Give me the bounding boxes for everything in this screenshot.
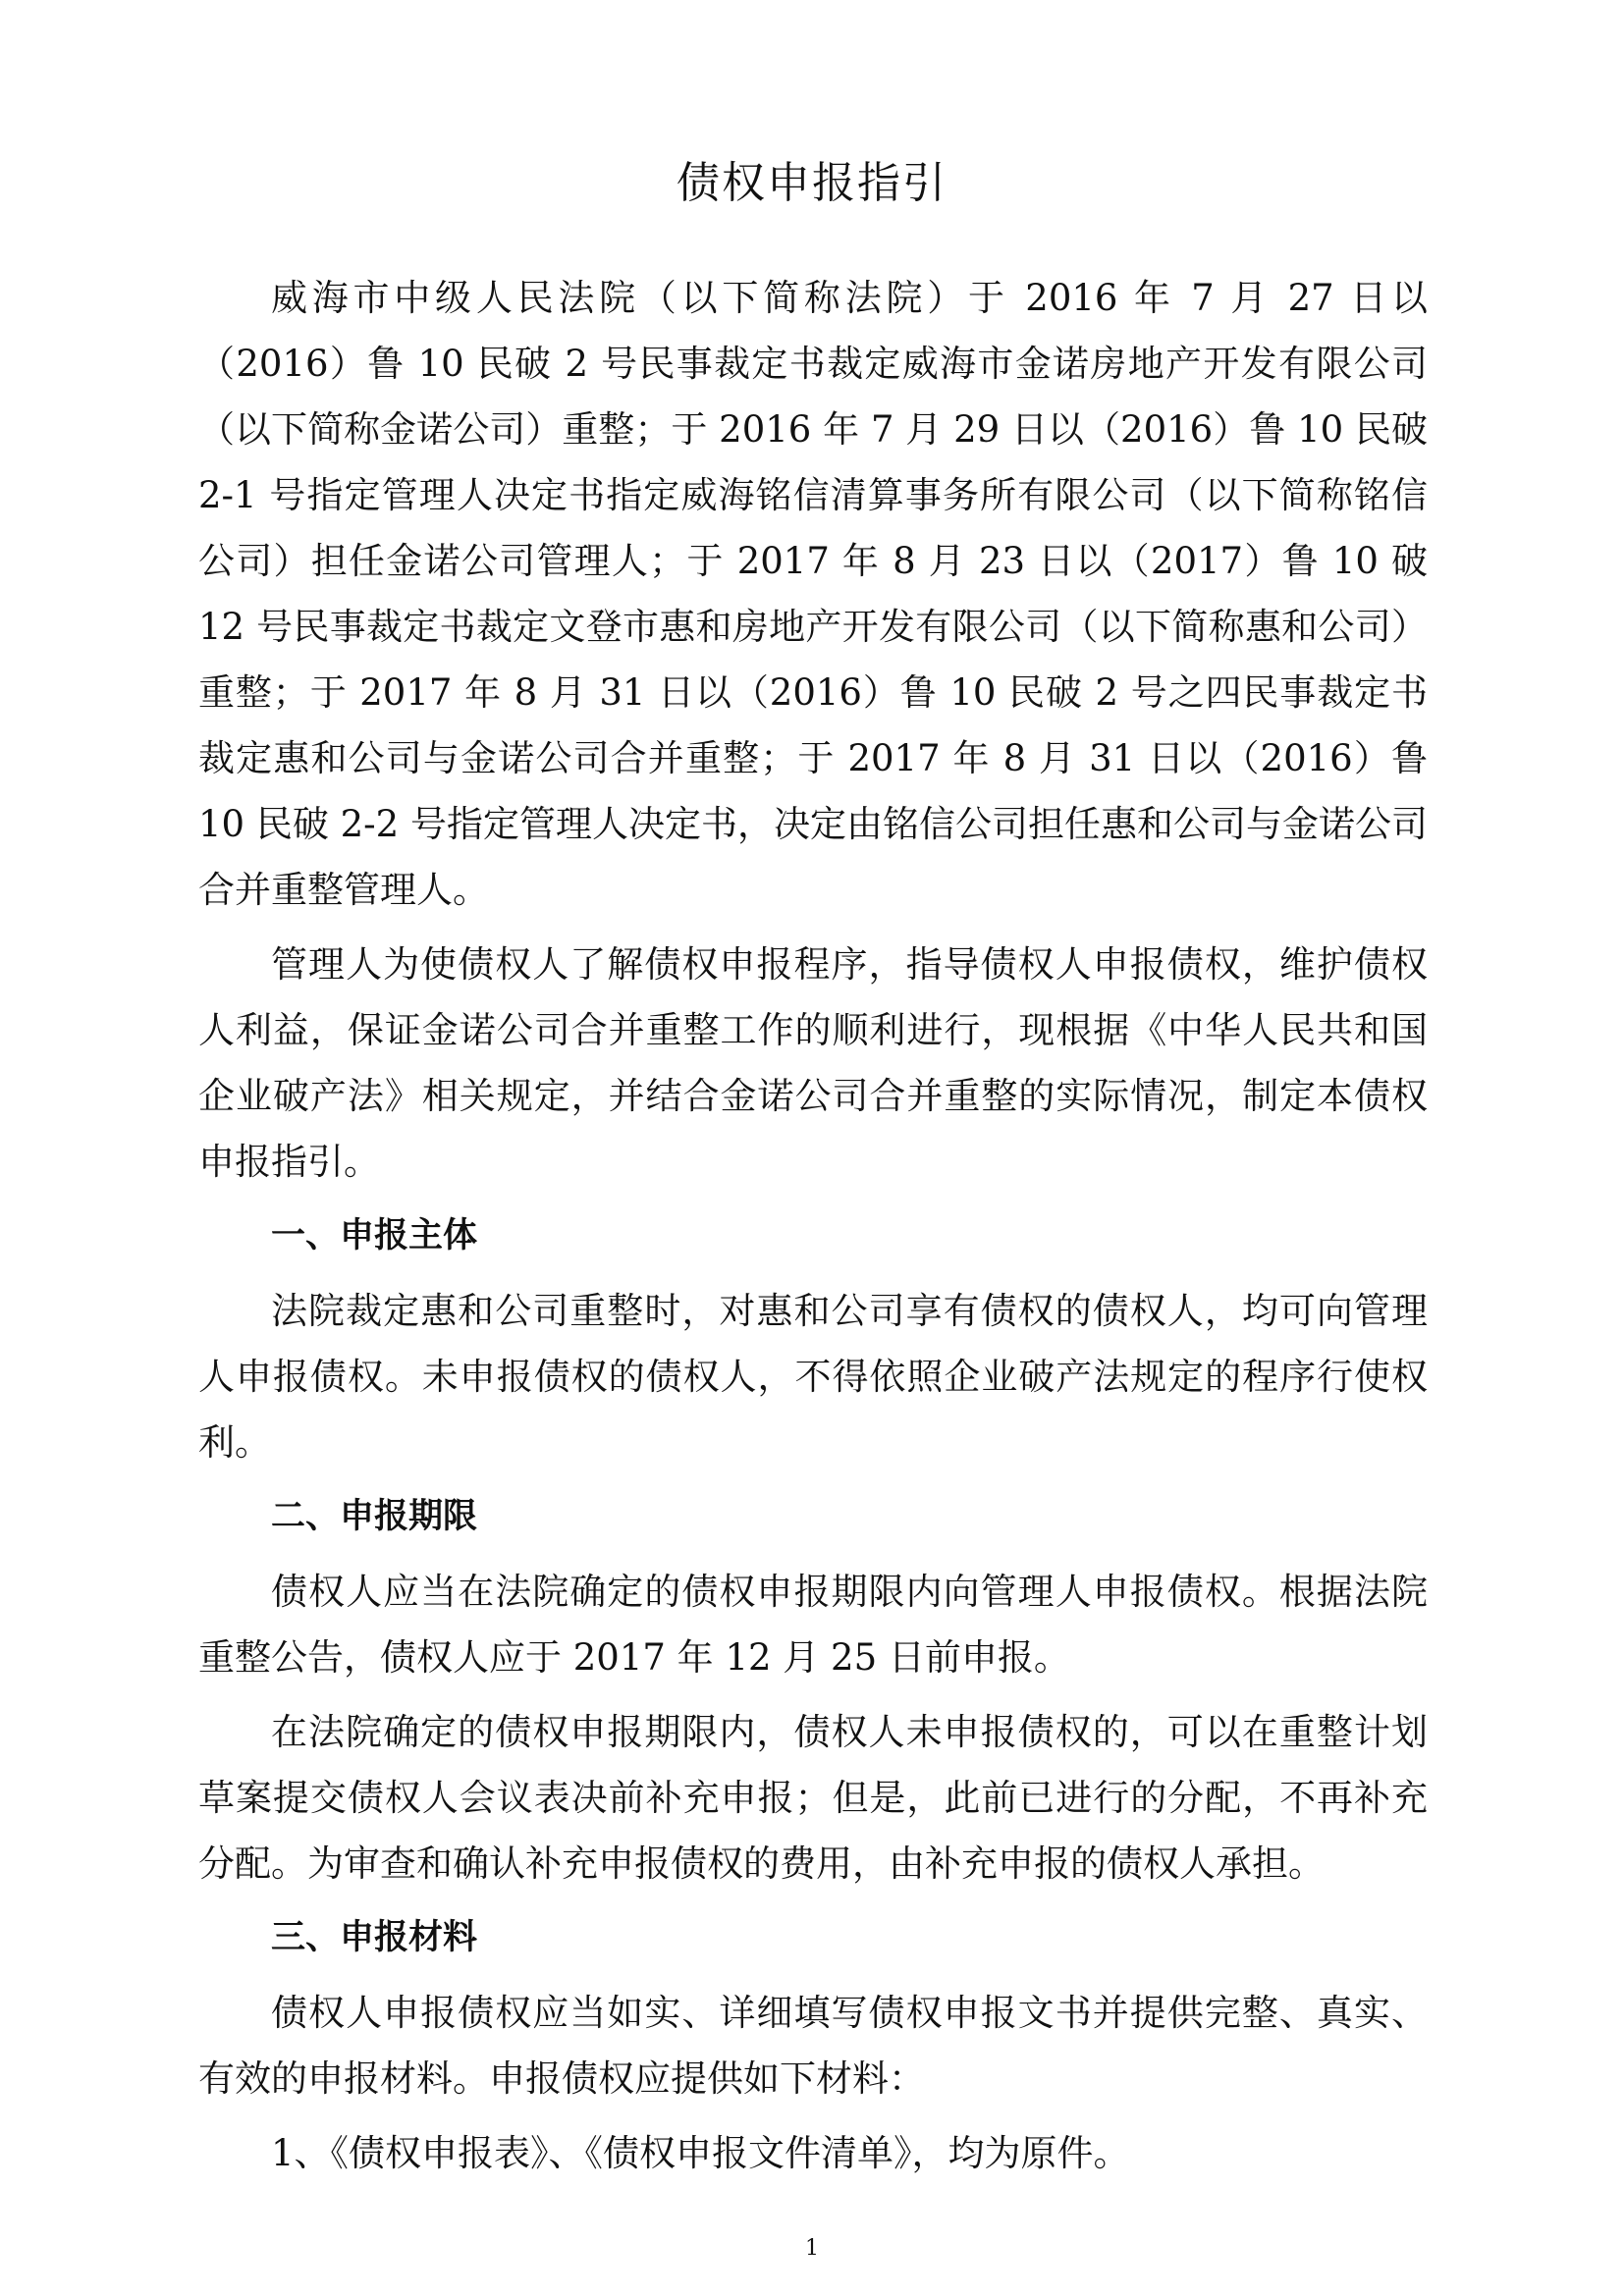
paragraph: 管理人为使债权人了解债权申报程序，指导债权人申报债权，维护债权人利益，保证金诺公司合并重整工作的顺利进行，现根据《中华人民共和国企业破产法》相关规定，并结合金诺公司合并重整的实际情况，制定本债权申报指引。	[198, 943, 1428, 1183]
list-item: 1、《债权申报表》、《债权申报文件清单》，均为原件。	[271, 2132, 1130, 2174]
section-heading: 二、申报期限	[271, 1497, 478, 1536]
paragraph: 法院裁定惠和公司重整时，对惠和公司享有债权的债权人，均可向管理人申报债权。未申报债权的债权人，不得依照企业破产法规定的程序行使权利。	[198, 1290, 1428, 1464]
section-heading: 一、申报主体	[271, 1216, 478, 1255]
paragraph: 债权人应当在法院确定的债权申报期限内向管理人申报债权。根据法院重整公告，债权人应于 2017 年 12 月 25 日前申报。	[198, 1571, 1428, 1679]
page-number: 1	[805, 2236, 819, 2261]
paragraph: 债权人申报债权应当如实、详细填写债权申报文书并提供完整、真实、有效的申报材料。申报债权应提供如下材料：	[198, 1992, 1428, 2100]
paragraph: 在法院确定的债权申报期限内，债权人未申报债权的，可以在重整计划草案提交债权人会议表决前补充申报；但是，此前已进行的分配，不再补充分配。为审查和确认补充申报债权的费用，由补充申报的债权人承担。	[198, 1711, 1428, 1885]
document-body	[198, 265, 1428, 2195]
document-title: 债权申报指引	[677, 158, 947, 208]
section-heading: 三、申报材料	[271, 1918, 478, 1957]
paragraph: 威海市中级人民法院（以下简称法院）于 2016 年 7 月 27 日以（2016）鲁 10 民破 2 号民事裁定书裁定威海市金诺房地产开发有限公司（以下简称金诺公司）重整；于 2016 年 7 月 29 日以（2016）鲁 10 民破 2-1 号指定管理人决定书指定威海铭信清算事务所有限公司（以下简称铭信公司）担任金诺公司管理人；于 2017 年 8 月 23 日以（2017）鲁 10 破 12 号民事裁定书裁定文登市惠和房地产开发有限公司（以下简称惠和公司）重整；于 2017 年 8 月 31 日以（2016）鲁 10 民破 2 号之四民事裁定书裁定惠和公司与金诺公司合并重整；于 2017 年 8 月 31 日以（2016）鲁 10 民破 2-2 号指定管理人决定书，决定由铭信公司担任惠和公司与金诺公司合并重整管理人。	[198, 277, 1428, 911]
